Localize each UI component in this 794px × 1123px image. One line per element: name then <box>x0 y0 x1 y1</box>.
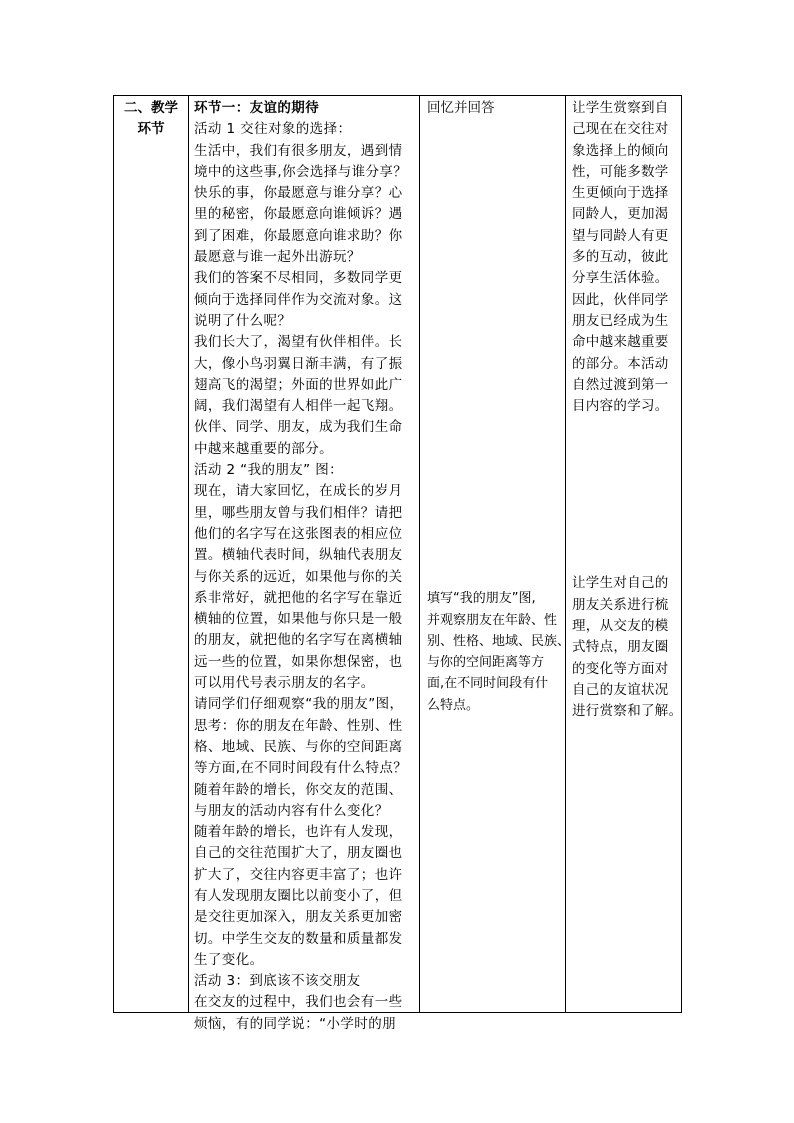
content-lines-line: 随着年龄的增长，也许有人发现， <box>194 824 403 841</box>
design-intent-1-line: 性，可能多数学 <box>572 163 669 180</box>
content-lines-line: 随着年龄的增长，你交友的范围、 <box>194 781 403 798</box>
content-lines-line: 里的秘密，你最愿意向谁倾诉？遇 <box>194 206 403 223</box>
design-intent-1-line: 的部分。本活动 <box>572 355 669 372</box>
content-lines-line: 倾向于选择同伴作为交流对象。这 <box>194 291 403 308</box>
content-lines-line: 切。中学生交友的数量和质量都发 <box>194 930 403 947</box>
content-lines-line: 大，像小鸟羽翼日渐丰满，有了振 <box>194 355 403 372</box>
design-intent-1-line: 同龄人，更加渴 <box>572 206 669 223</box>
design-intent-1-line: 分享生活体验。 <box>572 270 669 287</box>
design-intent-1-line: 生更倾向于选择 <box>572 185 669 202</box>
content-lines-line: 有人发现朋友圈比以前变小了，但 <box>194 887 403 904</box>
section-label <box>114 96 188 141</box>
student-activity-2-line: 填写“我的朋友”图, <box>427 591 536 607</box>
table-row <box>114 96 682 1013</box>
content-lines-line: 中越来越重要的部分。 <box>194 440 333 457</box>
content-lines-line: 自己的交往范围扩大了，朋友圈也 <box>194 845 403 862</box>
content-lines-line: 活动 3：到底该不该交朋友 <box>194 973 361 990</box>
design-intent-2-line: 式特点，朋友圈 <box>572 639 669 656</box>
design-intent-2-line: 的变化等方面对 <box>572 660 669 677</box>
lesson-plan-table <box>113 95 683 1032</box>
design-intent-2-line: 理，从交友的模 <box>572 618 669 635</box>
student-activity <box>420 96 571 1012</box>
content-lines-line: 生了变化。 <box>194 951 264 968</box>
design-intent-1-line: 象选择上的倾向 <box>572 142 669 159</box>
content-lines-line: 阔，我们渴望有人相伴一起飞翔。 <box>194 398 403 415</box>
content-lines-line: 等方面,在不同时间段有什么特点？ <box>194 760 408 777</box>
content-lines-line: 境中的这些事,你会选择与谁分享？ <box>194 163 408 180</box>
design-intent-1-line: 己现在在交往对 <box>572 121 669 138</box>
section-label-cell <box>114 96 189 1013</box>
content-lines-line: 远一些的位置，如果你想保密，也 <box>194 653 403 670</box>
content-lines-line: 与朋友的活动内容有什么变化？ <box>194 802 389 819</box>
content-lines-line: 我们的答案不尽相同，多数同学更 <box>194 270 403 287</box>
content-lines-line: 横轴的位置，如果他与你只是一般 <box>194 611 403 628</box>
student-activity-block-2 <box>427 588 571 716</box>
content-lines-line: 在交友的过程中，我们也会有一些 <box>194 994 403 1011</box>
content-lines-line: 系非常好，就把他的名字写在靠近 <box>194 589 403 606</box>
design-intent-1-line: 让学生赏察到自 <box>572 100 669 116</box>
content-lines-line: 他们的名字写在这张图表的相应位 <box>194 525 403 542</box>
design-intent-1-line: 多的互动，彼此 <box>572 249 669 266</box>
design-intent-1-line: 命中越来越重要 <box>572 334 669 351</box>
content-lines-line: 环节一：友谊的期待 <box>194 100 320 116</box>
student-activity-1-line: 回忆并回答 <box>427 100 495 116</box>
student-activity-block-1 <box>427 98 562 119</box>
content-lines-line: 请同学们仔细观察“我的朋友”图， <box>194 696 404 713</box>
content-lines-line: 思考：你的朋友在年龄、性别、性 <box>194 717 403 734</box>
design-intent-1-line: 自然过渡到第一 <box>572 376 669 393</box>
content-lines-line: 翅高飞的渴望；外面的世界如此广 <box>194 376 403 393</box>
content-lines-line: 烦恼，有的同学说：“小学时的朋 <box>194 1015 396 1032</box>
content-lines-line: 格、地域、民族、与你的空间距离 <box>194 738 403 755</box>
content-lines-line: 活动 1 交往对象的选择： <box>194 121 352 138</box>
content-lines-line: 扩大了，交往内容更丰富了；也许 <box>194 866 403 883</box>
section-label-line: 环节 <box>137 121 165 138</box>
student-activity-2-line: 与你的空间距离等方 <box>427 655 545 671</box>
content-lines-line: 的朋友，就把他的名字写在离横轴 <box>194 632 403 649</box>
section-label-line: 二、教学 <box>124 100 178 116</box>
design-intent-1-line: 目内容的学习。 <box>572 398 669 415</box>
design-intent <box>566 96 681 1012</box>
design-intent-1-line: 望与同龄人有更 <box>572 227 669 244</box>
teaching-content <box>189 96 419 1032</box>
content-lines-line: 到了困难，你最愿意向谁求助？你 <box>194 227 403 244</box>
design-intent-block-2 <box>572 573 683 722</box>
student-activity-2-line: 面,在不同时间段有什 <box>427 676 549 692</box>
student-activity-cell <box>420 96 571 1013</box>
student-activity-2-line: 么特点。 <box>427 697 480 713</box>
design-intent-2-line: 朋友关系进行梳 <box>572 596 669 613</box>
design-intent-2-line: 自己的友谊状况 <box>572 681 669 698</box>
teaching-content-cell <box>189 96 420 1032</box>
content-lines-line: 现在，请大家回忆，在成长的岁月 <box>194 483 403 500</box>
content-lines-line: 是交往更加深入，朋友关系更加密 <box>194 909 403 926</box>
content-lines-line: 里，哪些朋友曾与我们相伴？请把 <box>194 504 403 521</box>
design-intent-1-line: 因此，伙伴同学 <box>572 291 669 308</box>
design-intent-block-1 <box>572 98 679 417</box>
content-lines-line: 可以用代号表示朋友的名字。 <box>194 675 375 692</box>
student-activity-2-line: 别、性格、地域、民族、 <box>427 633 571 649</box>
content-lines-line: 我们长大了，渴望有伙伴相伴。长 <box>194 334 403 351</box>
design-intent-2-line: 进行赏察和了解。 <box>572 703 683 720</box>
content-lines-line: 伙伴、同学、朋友，成为我们生命 <box>194 419 403 436</box>
content-lines-line: 说明了什么呢？ <box>194 312 292 329</box>
design-intent-cell <box>566 96 682 1013</box>
content-lines-line: 活动 2 “我的朋友” 图： <box>194 462 344 479</box>
content-lines-line: 与你关系的远近，如果他与你的关 <box>194 568 403 585</box>
content-lines-line: 置。横轴代表时间，纵轴代表朋友 <box>194 547 403 564</box>
design-intent-1-line: 朋友已经成为生 <box>572 312 669 329</box>
content-lines-line: 最愿意与谁一起外出游玩？ <box>194 249 361 266</box>
content-lines-line: 快乐的事，你最愿意与谁分享？心 <box>194 185 403 202</box>
design-intent-2-line: 让学生对自己的 <box>572 575 669 592</box>
content-lines-line: 生活中，我们有很多朋友，遇到情 <box>194 142 403 159</box>
student-activity-2-line: 并观察朋友在年龄、性 <box>427 612 558 628</box>
